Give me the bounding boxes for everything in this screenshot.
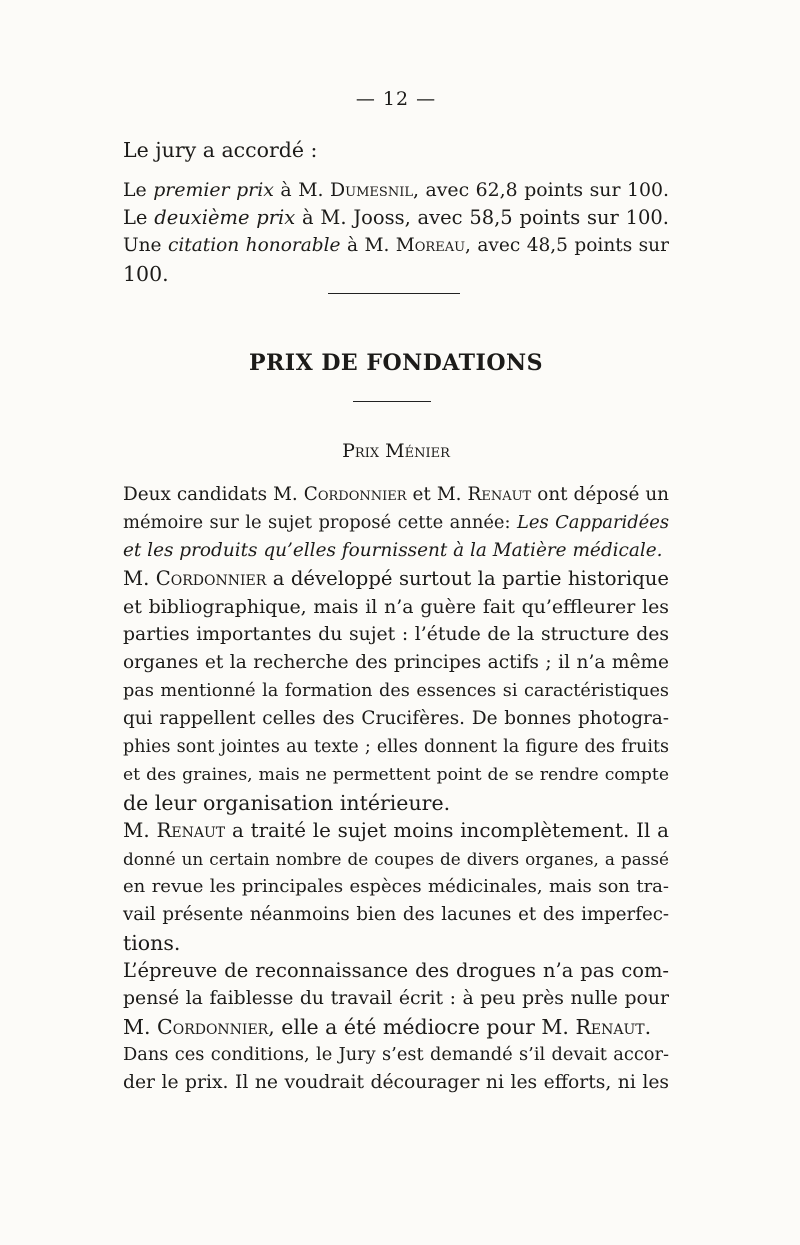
paragraph-line: der le prix. Il ne voudrait décourager ni les efforts, ni les	[123, 1072, 669, 1093]
paragraph-line: en revue les principales espèces médicinales, mais son tra-	[123, 876, 669, 897]
separator-rule	[328, 293, 460, 294]
paragraph-line: M. Renaut a traité le sujet moins incomplètement. Il a	[123, 819, 669, 842]
section-rule	[353, 401, 431, 402]
paragraph-line: vail présente néanmoins bien des lacunes et des imperfec-	[123, 904, 669, 925]
paragraph-line: donné un certain nombre de coupes de divers organes, a passé	[123, 849, 669, 869]
paragraph-line: et les produits qu’elles fournissent à la Matière médicale.	[123, 540, 663, 561]
paragraph-line: et bibliographique, mais il n’a guère fait qu’effleurer les	[123, 596, 669, 618]
paragraph-line: M. Cordonnier a développé surtout la partie historique	[123, 567, 669, 590]
paragraph-line: pensé la faiblesse du travail écrit : à peu près nulle pour	[123, 988, 669, 1009]
paragraph-line: organes et la recherche des principes actifs ; il n’a même	[123, 652, 669, 673]
award-second-prize: Le deuxième prix à M. Jooss, avec 58,5 points sur 100.	[123, 206, 669, 229]
paragraph-line: tions.	[123, 931, 181, 955]
section-title: PRIX DE FONDATIONS	[248, 350, 543, 376]
paragraph-line: parties importantes du sujet : l’étude de la structure des	[123, 624, 669, 645]
intro-line: Le jury a accordé :	[123, 138, 318, 162]
paragraph-line: L’épreuve de reconnaissance des drogues n’a pas com-	[123, 959, 669, 982]
paragraph-line: de leur organisation intérieure.	[123, 791, 451, 815]
document-page	[123, 0, 669, 1245]
page-number: — 12 —	[355, 88, 437, 110]
award-continuation: 100.	[123, 262, 169, 286]
paragraph-line: pas mentionné la formation des essences si caractéristiques	[123, 681, 669, 701]
paragraph-line: mémoire sur le sujet proposé cette année: Les Capparidées	[123, 512, 670, 533]
subsection-title: Prix Ménier	[342, 440, 450, 462]
paragraph-line: Dans ces conditions, le Jury s’est demandé s’il devait accor-	[123, 1044, 669, 1065]
paragraph-line: qui rappellent celles des Crucifères. De bonnes photogra-	[123, 708, 669, 729]
award-first-prize: Le premier prix à M. Dumesnil, avec 62,8 points sur 100.	[123, 179, 669, 201]
award-honorable-citation: Une citation honorable à M. Moreau, avec 48,5 points sur	[123, 235, 669, 256]
paragraph-line: phies sont jointes au texte ; elles donnent la figure des fruits	[123, 737, 669, 757]
paragraph-line: et des graines, mais ne permettent point de se rendre compte	[123, 765, 669, 785]
paragraph-line: M. Cordonnier, elle a été médiocre pour M. Renaut.	[123, 1015, 652, 1039]
paragraph-line: Deux candidats M. Cordonnier et M. Renaut ont déposé un	[123, 484, 670, 505]
